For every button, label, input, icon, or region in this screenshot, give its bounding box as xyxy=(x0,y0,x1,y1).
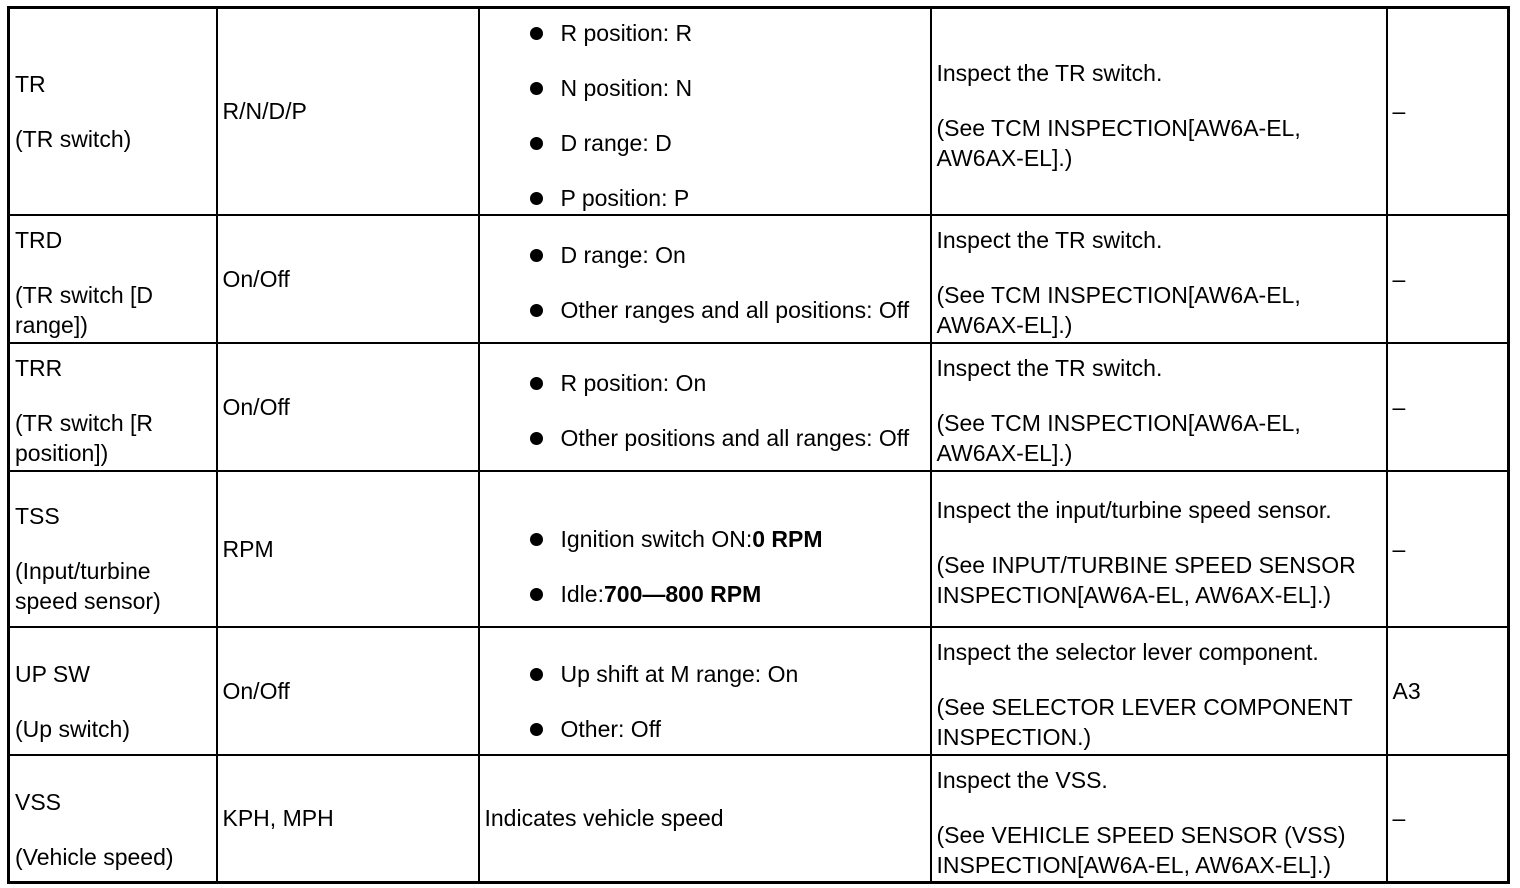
condition-item: P position: P xyxy=(485,183,925,213)
item-cell xyxy=(9,343,217,471)
action-cell xyxy=(931,471,1387,627)
bullet-icon xyxy=(530,533,543,546)
reference-cell: – xyxy=(1387,755,1509,883)
unit-cell: On/Off xyxy=(217,627,479,755)
action-text: Inspect the VSS. xyxy=(936,766,1108,793)
action-reference: (See SELECTOR LEVER COMPONENT INSPECTION.) xyxy=(936,694,1353,750)
reference-cell: – xyxy=(1387,8,1509,215)
action-reference: (See TCM INSPECTION[AW6A-EL, AW6AX-EL].) xyxy=(936,114,1301,171)
condition-item: R position: On xyxy=(485,368,925,398)
action-reference: (See TCM INSPECTION[AW6A-EL, AW6AX-EL].) xyxy=(936,410,1301,466)
item-name: TR xyxy=(15,70,46,97)
action-cell xyxy=(931,755,1387,883)
reference-cell: A3 xyxy=(1387,627,1509,755)
condition-item: Ignition switch ON:0 RPM xyxy=(485,524,925,554)
condition-item: Idle:700—800 RPM xyxy=(485,579,925,609)
action-cell xyxy=(931,215,1387,343)
action-text: Inspect the TR switch. xyxy=(936,227,1163,253)
action-cell xyxy=(931,627,1387,755)
item-description: (TR switch [D range]) xyxy=(15,282,153,338)
condition-item: Other ranges and all positions: Off xyxy=(485,295,925,325)
action-text: Inspect the TR switch. xyxy=(936,355,1163,381)
table-row xyxy=(9,471,1509,627)
bullet-icon xyxy=(530,723,543,736)
unit-cell: On/Off xyxy=(217,215,479,343)
item-description: (Up switch) xyxy=(15,716,131,742)
condition-cell xyxy=(479,215,931,343)
action-reference: (See INPUT/TURBINE SPEED SENSOR INSPECTION[AW6A-EL, AW6AX-EL].) xyxy=(936,551,1356,608)
action-text: Inspect the TR switch. xyxy=(936,59,1163,86)
table-row xyxy=(9,215,1509,343)
unit-cell: R/N/D/P xyxy=(217,8,479,215)
condition-value: 0 RPM xyxy=(752,526,823,552)
action-cell xyxy=(931,343,1387,471)
table-row xyxy=(9,343,1509,471)
bullet-icon xyxy=(530,668,543,681)
condition-cell xyxy=(479,343,931,471)
item-description: (TR switch [R position]) xyxy=(15,410,153,466)
bullet-icon xyxy=(530,249,543,262)
bullet-icon xyxy=(530,192,543,205)
table-row xyxy=(9,8,1509,215)
bullet-icon xyxy=(530,27,543,40)
table-row xyxy=(9,755,1509,883)
condition-item: Other positions and all ranges: Off xyxy=(485,423,925,453)
condition-cell: Indicates vehicle speed xyxy=(479,755,931,883)
item-cell xyxy=(9,627,217,755)
unit-cell: On/Off xyxy=(217,343,479,471)
condition-item: R position: R xyxy=(485,18,925,48)
bullet-icon xyxy=(530,304,543,317)
condition-cell xyxy=(479,471,931,627)
action-cell xyxy=(931,8,1387,215)
action-text: Inspect the input/turbine speed sensor. xyxy=(936,496,1332,523)
item-cell xyxy=(9,8,217,215)
table-row xyxy=(9,627,1509,755)
item-description: (TR switch) xyxy=(15,125,132,152)
item-cell xyxy=(9,215,217,343)
condition-cell xyxy=(479,627,931,755)
unit-cell: KPH, MPH xyxy=(217,755,479,883)
action-reference: (See VEHICLE SPEED SENSOR (VSS) INSPECTION[AW6A-EL, AW6AX-EL].) xyxy=(936,821,1346,878)
bullet-icon xyxy=(530,82,543,95)
bullet-icon xyxy=(530,377,543,390)
item-description: (Vehicle speed) xyxy=(15,843,174,870)
bullet-icon xyxy=(530,137,543,150)
item-name: TRR xyxy=(15,355,63,381)
item-name: UP SW xyxy=(15,661,90,687)
condition-item: Up shift at M range: On xyxy=(485,659,925,689)
condition-value: 700—800 RPM xyxy=(603,581,762,607)
item-cell xyxy=(9,755,217,883)
action-text: Inspect the selector lever component. xyxy=(936,639,1319,665)
bullet-icon xyxy=(530,588,543,601)
condition-item: D range: D xyxy=(485,128,925,158)
action-reference: (See TCM INSPECTION[AW6A-EL, AW6AX-EL].) xyxy=(936,282,1301,338)
condition-cell xyxy=(479,8,931,215)
unit-cell: RPM xyxy=(217,471,479,627)
monitor-item-table xyxy=(7,6,1510,884)
item-name: TRD xyxy=(15,227,63,253)
condition-item: N position: N xyxy=(485,73,925,103)
condition-item: D range: On xyxy=(485,240,925,270)
item-description: (Input/turbine speed sensor) xyxy=(15,558,161,614)
reference-cell: – xyxy=(1387,215,1509,343)
reference-cell: – xyxy=(1387,343,1509,471)
item-cell xyxy=(9,471,217,627)
item-name: TSS xyxy=(15,503,60,529)
item-name: VSS xyxy=(15,788,62,815)
bullet-icon xyxy=(530,432,543,445)
reference-cell: – xyxy=(1387,471,1509,627)
condition-item: Other: Off xyxy=(485,714,925,744)
